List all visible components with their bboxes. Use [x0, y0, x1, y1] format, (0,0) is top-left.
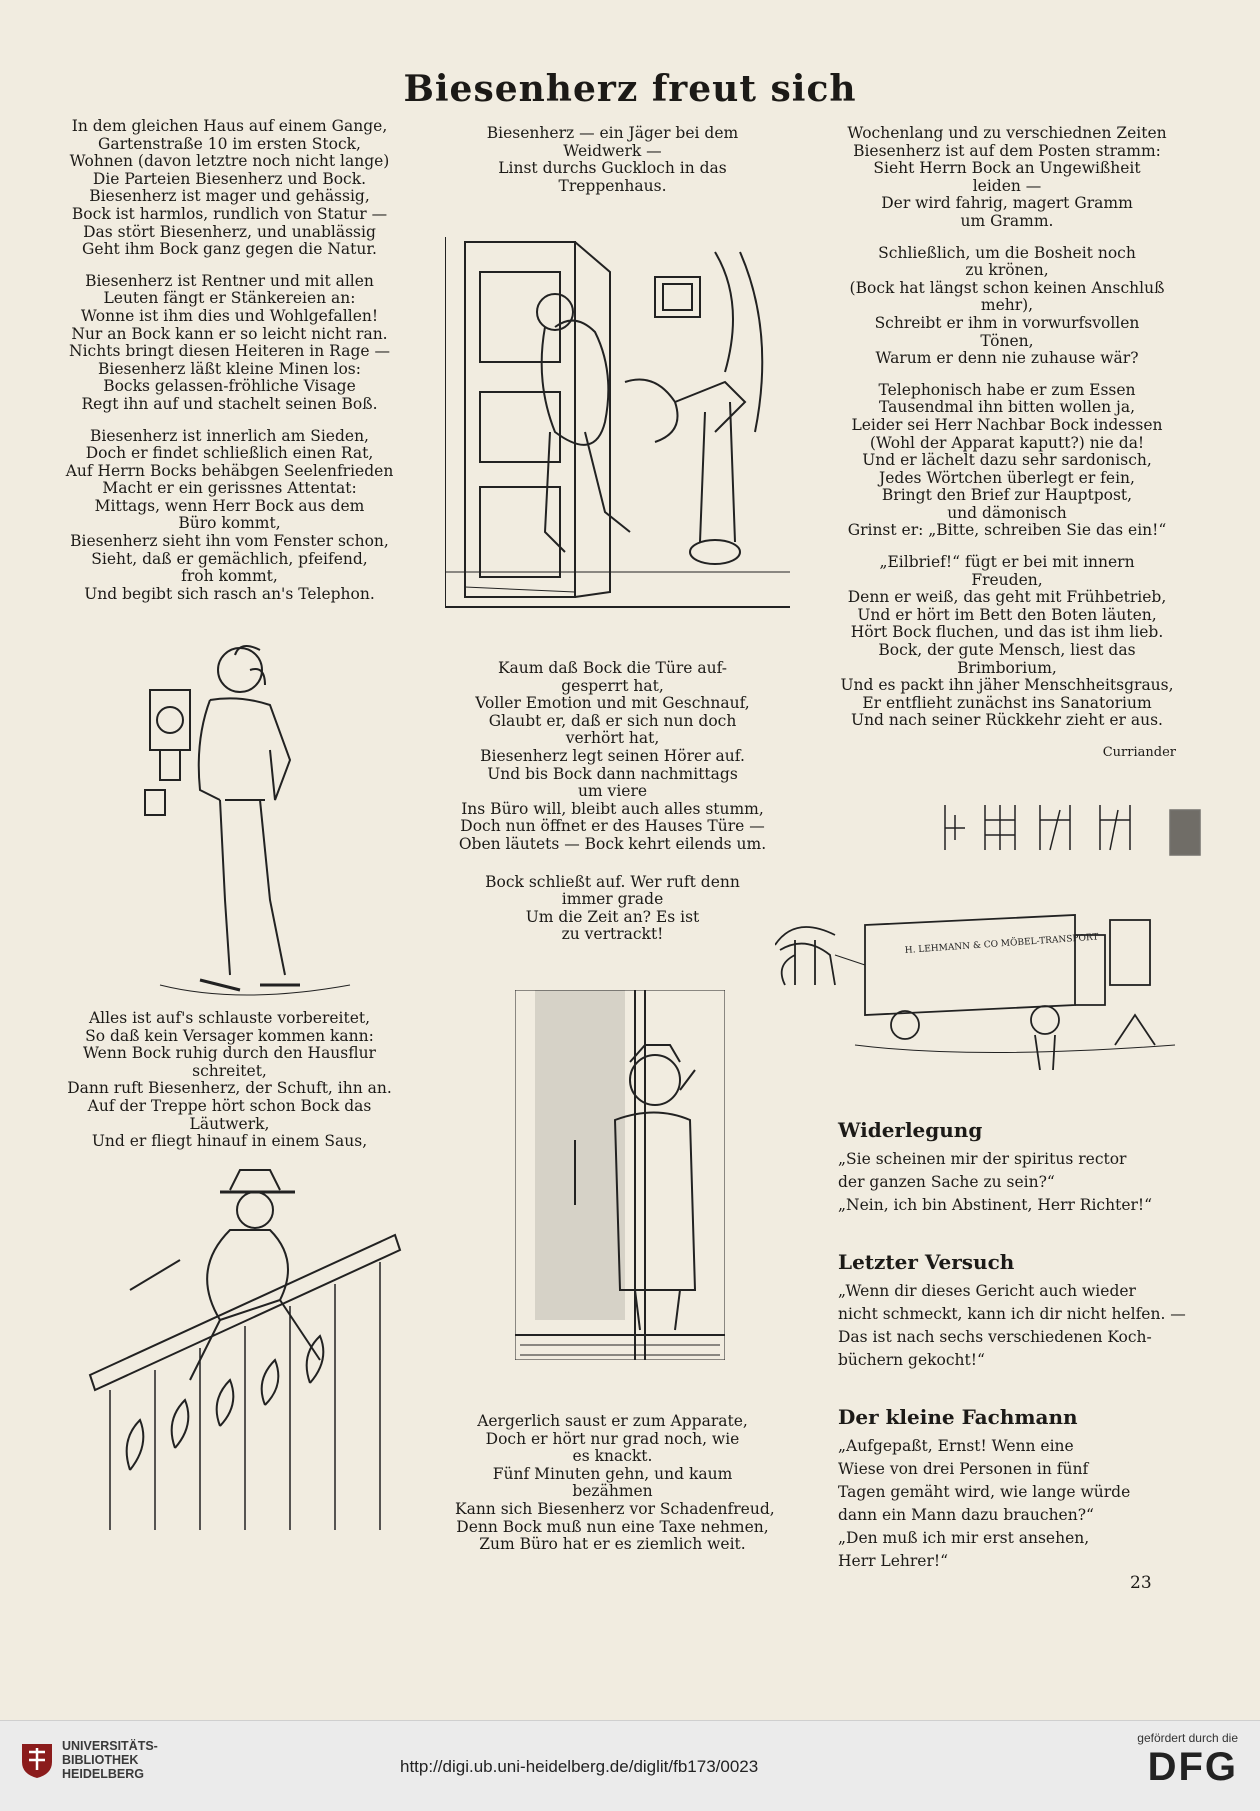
joke-der-kleine-fachmann — [838, 1405, 1160, 1573]
text-line: Das ist nach sechs verschiedenen Koch- — [838, 1328, 1152, 1346]
text-line: Und bis Bock dann nachmittags — [487, 764, 738, 783]
text-line: Schließlich, um die Bosheit noch — [878, 243, 1136, 262]
text-line: Kaum daß Bock die Türe auf- — [497, 659, 728, 677]
text-line: Wohnen (davon letztre noch nicht lange) — [69, 152, 390, 171]
text-line: Oben läutets — Bock kehrt eilends um. — [458, 834, 767, 853]
joke-letzter-versuch — [838, 1250, 1186, 1372]
illustration-moving-van — [775, 895, 1180, 1070]
poem-column-1-lower — [62, 1010, 397, 1165]
text-line: es knackt. — [572, 1447, 653, 1466]
stanza — [455, 874, 770, 944]
text-line: nicht schmeckt, kann ich dir nicht helfen. — — [838, 1305, 1186, 1323]
text-line: dann ein Mann dazu brauchen?“ — [838, 1506, 1094, 1524]
library-line: BIBLIOTHEK — [62, 1753, 139, 1767]
page-footer — [0, 1720, 1260, 1811]
text-line: „Nein, ich bin Abstinent, Herr Richter!“ — [838, 1196, 1153, 1214]
stanza — [62, 428, 397, 604]
stanza — [455, 1412, 775, 1554]
text-line: Wenn Bock ruhig durch den Hausflur — [83, 1044, 376, 1063]
stanza — [838, 554, 1176, 730]
text-line: Biesenherz ist mager und gehässig, — [89, 187, 370, 206]
text-line: Alles ist auf's schlauste vorbereitet, — [88, 1009, 371, 1027]
poem-column-2-top — [455, 125, 770, 209]
text-line: Geht ihm Bock ganz gegen die Natur. — [82, 240, 377, 259]
van-lettering: H. LEHMANN & CO MÖBEL-TRANSPORT — [904, 932, 1099, 956]
text-line: Macht er ein gerissnes Attentat: — [102, 479, 357, 498]
text-line: Biesenherz — ein Jäger bei dem — [486, 124, 739, 142]
text-line: Denn Bock muß nun eine Taxe nehmen, — [456, 1517, 769, 1536]
text-line: Und er lächelt dazu sehr sardonisch, — [862, 451, 1152, 470]
library-logo[interactable] — [20, 1739, 158, 1781]
text-line: immer grade — [561, 890, 664, 909]
joke-text — [838, 1280, 1186, 1372]
text-line: Läutwerk, — [189, 1114, 270, 1133]
text-line: Tönen, — [980, 331, 1034, 350]
illustration-peephole — [445, 232, 790, 612]
text-line: Jedes Wörtchen überlegt er fein, — [879, 468, 1135, 487]
text-line: Doch nun öffnet er des Hauses Türe — — [460, 817, 765, 836]
text-line: (Bock hat längst schon keinen Anschluß — [849, 278, 1165, 297]
joke-widerlegung — [838, 1118, 1160, 1217]
text-line: Nur an Bock kann er so leicht nicht ran. — [71, 324, 388, 343]
stanza — [455, 660, 770, 854]
joke-text — [838, 1148, 1160, 1217]
text-line: Fünf Minuten gehn, und kaum — [492, 1464, 733, 1483]
text-line: Sieht, daß er gemächlich, pfeifend, — [91, 549, 368, 568]
text-line: Warum er denn nie zuhause wär? — [875, 349, 1139, 368]
text-line: Und er fliegt hinauf in einem Saus, — [91, 1132, 368, 1151]
text-line: „Eilbrief!“ fügt er bei mit innern — [879, 553, 1135, 572]
text-line: Das stört Biesenherz, und unablässig — [83, 222, 376, 241]
poem-column-2-mid — [455, 660, 770, 958]
text-line: „Den muß ich mir erst ansehen, — [838, 1529, 1090, 1547]
text-line: um Gramm. — [960, 211, 1054, 230]
poem-column-3 — [838, 125, 1176, 762]
library-line: UNIVERSITÄTS- — [62, 1739, 158, 1753]
text-line: Kann sich Biesenherz vor Schadenfreud, — [455, 1499, 775, 1518]
text-line: Biesenherz ist auf dem Posten stramm: — [853, 141, 1161, 160]
text-line: schreitet, — [192, 1061, 267, 1080]
text-line: In dem gleichen Haus auf einem Gange, — [71, 117, 388, 135]
text-line: Er entflieht zunächst ins Sanatorium — [862, 693, 1152, 712]
funder-logo[interactable] — [1137, 1731, 1238, 1789]
text-line: und dämonisch — [947, 503, 1067, 522]
text-line: Treppenhaus. — [558, 176, 667, 195]
text-line: Bock ist harmlos, rundlich von Statur — — [71, 204, 388, 223]
text-line: Und es packt ihn jäher Menschheitsgraus, — [840, 676, 1174, 695]
text-line: Biesenherz legt seinen Hörer auf. — [480, 746, 745, 765]
stanza — [838, 245, 1176, 368]
text-line: Nichts bringt diesen Heiteren in Rage — — [69, 342, 390, 361]
text-line: Grinst er: „Bitte, schreiben Sie das ein!“ — [847, 521, 1167, 540]
library-crest-icon — [20, 1740, 54, 1780]
joke-heading: Letzter Versuch — [838, 1250, 1015, 1274]
text-line: Um die Zeit an? Es ist — [525, 907, 700, 926]
text-line: Wochenlang und zu verschiednen Zeiten — [847, 124, 1167, 142]
text-line: Und er hört im Bett den Boten läuten, — [857, 605, 1157, 624]
text-line: Biesenherz läßt kleine Minen los: — [98, 359, 361, 378]
text-line: froh kommt, — [181, 567, 278, 586]
text-line: mehr), — [980, 296, 1034, 315]
text-line: Die Parteien Biesenherz und Bock. — [92, 169, 367, 188]
text-line: zu vertrackt! — [561, 925, 664, 944]
illustration-stairs — [70, 1150, 415, 1530]
text-line: Herr Lehrer!“ — [838, 1552, 949, 1570]
stanza — [62, 1010, 397, 1151]
text-line: Bock schließt auf. Wer ruft denn — [485, 872, 740, 891]
text-line: Biesenherz sieht ihn vom Fenster schon, — [70, 532, 389, 551]
text-line: Auf der Treppe hört schon Bock das — [87, 1096, 372, 1115]
joke-text — [838, 1435, 1160, 1573]
text-line: Denn er weiß, das geht mit Frühbetrieb, — [847, 588, 1167, 607]
text-line: Der wird fahrig, magert Gramm — [881, 194, 1133, 213]
text-line: Dann ruft Biesenherz, der Schuft, ihn an. — [67, 1079, 392, 1098]
text-line: gesperrt hat, — [561, 676, 664, 695]
text-line: verhört hat, — [565, 729, 660, 748]
text-line: (Wohl der Apparat kaputt?) nie da! — [869, 433, 1145, 452]
text-line: Bocks gelassen-fröhliche Visage — [103, 377, 356, 396]
library-line: HEIDELBERG — [62, 1767, 144, 1781]
text-line: Aergerlich saust er zum Apparate, — [477, 1412, 748, 1430]
text-line: der ganzen Sache zu sein?“ — [838, 1173, 1055, 1191]
stanza — [455, 125, 770, 195]
text-line: Schreibt er ihm in vorwurfsvollen — [874, 313, 1140, 332]
text-line: Regt ihn auf und stachelt seinen Boß. — [81, 394, 378, 413]
text-line: Biesenherz ist Rentner und mit allen — [85, 271, 374, 290]
joke-heading: Widerlegung — [838, 1118, 983, 1142]
text-line: So daß kein Versager kommen kann: — [85, 1026, 374, 1045]
text-line: Ins Büro will, bleibt auch alles stumm, — [461, 799, 764, 818]
stanza — [62, 273, 397, 414]
text-line: Und begibt sich rasch an's Telephon. — [84, 584, 375, 603]
text-line: Brimborium, — [957, 658, 1057, 677]
text-line: büchern gekocht!“ — [838, 1351, 985, 1369]
text-line: Auf Herrn Bocks behäbgen Seelenfrieden — [65, 461, 394, 480]
text-line: Bringt den Brief zur Hauptpost, — [881, 486, 1133, 505]
text-line: Linst durchs Guckloch in das — [498, 159, 727, 178]
text-line: Büro kommt, — [178, 514, 281, 533]
text-line: leiden — — [972, 176, 1042, 195]
text-line: Glaubt er, daß er sich nun doch — [488, 711, 737, 730]
text-line: Bock, der gute Mensch, liest das — [878, 641, 1136, 660]
text-line: „Sie scheinen mir der spiritus rector — [838, 1150, 1127, 1168]
text-line: Biesenherz ist innerlich am Sieden, — [90, 426, 369, 445]
text-line: zu krönen, — [965, 261, 1049, 280]
text-line: bezähmen — [572, 1482, 653, 1501]
text-line: Wiese von drei Personen in fünf — [838, 1460, 1089, 1478]
text-line: Freuden, — [971, 570, 1043, 589]
stanza — [838, 125, 1176, 231]
author-signature: Curriander — [1102, 745, 1176, 760]
text-line: Voller Emotion und mit Geschnauf, — [475, 694, 750, 713]
funder-name: DFG — [1147, 1745, 1238, 1789]
text-line: „Wenn dir dieses Gericht auch wieder — [838, 1282, 1136, 1300]
text-line: Wonne ist ihm dies und Wohlgefallen! — [80, 306, 379, 325]
text-line: Weidwerk — — [563, 141, 662, 160]
text-line: Sieht Herrn Bock an Ungewißheit — [873, 159, 1141, 178]
text-line: „Aufgepaßt, Ernst! Wenn eine — [838, 1437, 1074, 1455]
illustration-telephone — [140, 640, 360, 1005]
text-line: Doch er findet schließlich einen Rat, — [85, 444, 374, 463]
poem-column-2-bottom — [455, 1412, 775, 1568]
text-line: Gartenstraße 10 im ersten Stock, — [98, 134, 361, 153]
stanza — [838, 382, 1176, 540]
text-line: Zum Büro hat er es ziemlich weit. — [479, 1535, 746, 1554]
text-line: Doch er hört nur grad noch, wie — [485, 1429, 740, 1448]
text-line: Leuten fängt er Stänkereien an: — [103, 289, 356, 308]
poem-column-1 — [62, 118, 397, 617]
stanza — [62, 118, 397, 259]
illustration-doorway — [515, 990, 725, 1360]
permalink-url[interactable]: http://digi.ub.uni-heidelberg.de/diglit/fb173/0023 — [400, 1757, 759, 1776]
page-number: 23 — [1130, 1573, 1152, 1593]
illustration-vignettes — [940, 800, 1210, 860]
text-line: Und nach seiner Rückkehr zieht er aus. — [851, 711, 1163, 730]
funding-note: gefördert durch die — [1137, 1731, 1238, 1745]
text-line: Tausendmal ihn bitten wollen ja, — [878, 398, 1136, 417]
joke-heading: Der kleine Fachmann — [838, 1405, 1078, 1429]
text-line: Telephonisch habe er zum Essen — [878, 380, 1136, 399]
text-line: um viere — [577, 782, 648, 801]
text-line: Tagen gemäht wird, wie lange würde — [838, 1483, 1131, 1501]
page-title: Biesenherz freut sich — [403, 68, 857, 110]
text-line: Hört Bock fluchen, und das ist ihm lieb. — [850, 623, 1164, 642]
text-line: Mittags, wenn Herr Bock aus dem — [94, 496, 365, 515]
text-line: Leider sei Herr Nachbar Bock indessen — [851, 415, 1163, 434]
